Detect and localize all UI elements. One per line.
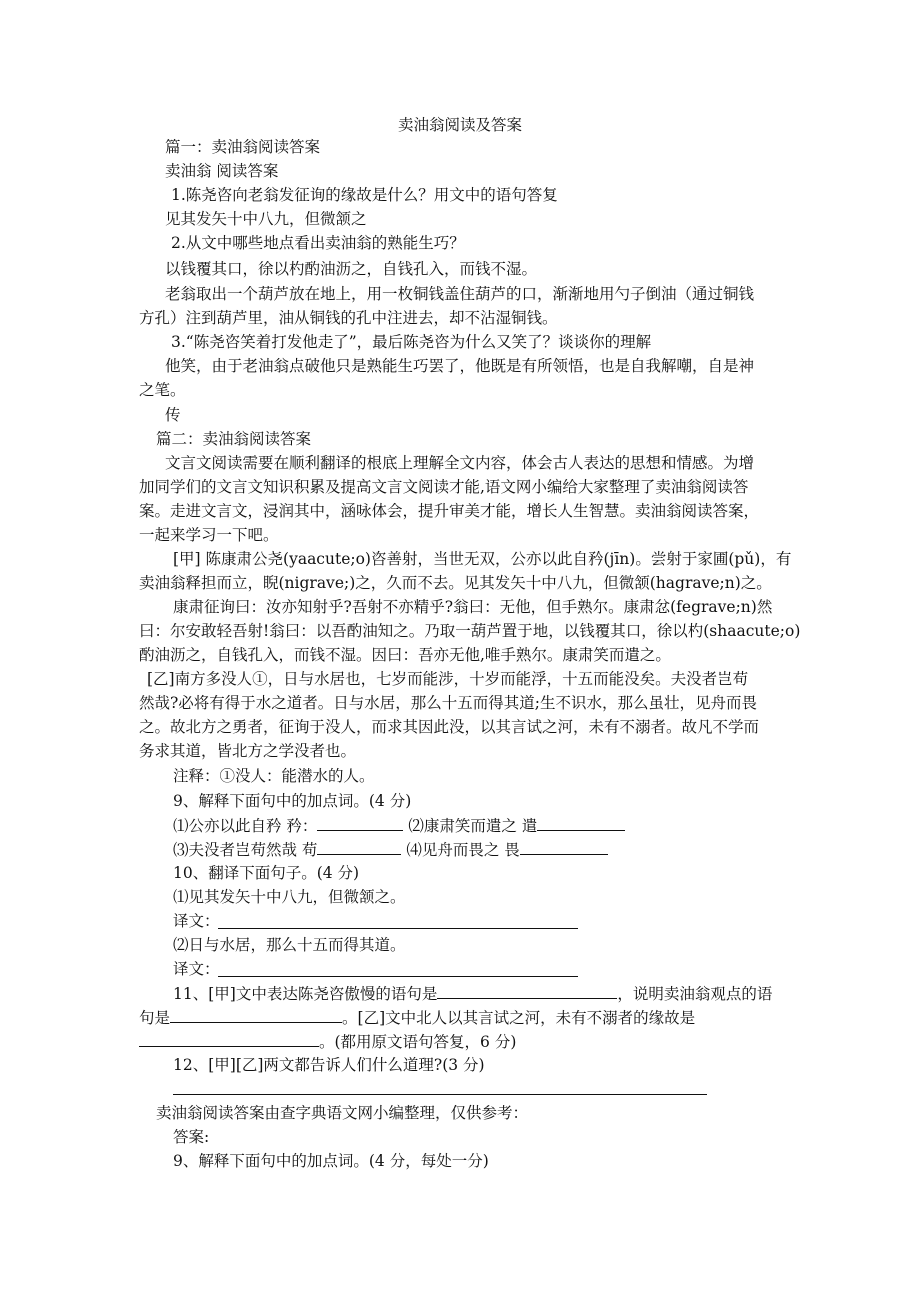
- answer-blank[interactable]: [139, 1030, 319, 1047]
- fill-in-prompt: ⑷见舟而畏之 畏: [406, 841, 520, 859]
- answer-line[interactable]: [218, 976, 578, 977]
- paragraph: 案。走进文言文，浸润其中，涵咏体会，提升审美才能，增长人生智慧。卖油翁阅读答案，: [139, 502, 760, 520]
- question: 12、[甲][乙]两文都告诉人们什么道理?(3 分): [173, 1056, 485, 1074]
- fill-in-prompt: ⑶夫没者岂苟然哉 苟: [173, 841, 318, 859]
- question: 9、解释下面句中的加点词。(4 分): [173, 792, 412, 810]
- answer-blank[interactable]: [520, 838, 608, 855]
- paragraph: 文言文阅读需要在顺利翻译的根底上理解全文内容，体会古人表达的思想和情感。为增: [165, 454, 755, 472]
- paragraph: 卖油翁阅读答案由查字典语文网小编整理，仅供参考：: [156, 1104, 529, 1122]
- translation-label: 译文：: [173, 960, 220, 978]
- question-text: 。(都用原文语句答复，6 分): [319, 1033, 517, 1051]
- question: 1.陈尧咨向老翁发征询的缘故是什么？用文中的语句答复: [171, 186, 558, 204]
- question: [139, 1006, 695, 1029]
- section-heading: 篇一：卖油翁阅读答案: [165, 138, 321, 156]
- paragraph: 方孔）注到葫芦里，油从铜钱的孔中注进去，却不沾湿铜钱。: [139, 309, 558, 327]
- question: [173, 982, 772, 1005]
- paragraph: [甲] 陈康肃公尧(yaacute;o)咨善射，当世无双，公亦以此自矜(jīn)。尝射于家圃(pǔ)，有: [173, 550, 792, 568]
- paragraph: 老翁取出一个葫芦放在地上，用一枚铜钱盖住葫芦的口，渐渐地用勺子倒油（通过铜钱: [165, 285, 755, 303]
- paragraph: 康肃征询曰：汝亦知射乎?吾射不亦精乎?翁曰：无他，但手熟尔。康肃忿(fegrave;n)然: [173, 598, 773, 616]
- doc-title: 卖油翁阅读及答案: [397, 116, 522, 134]
- sentence: ⑵日与水居，那么十五而得其道。: [173, 936, 406, 954]
- answer: 以钱覆其口，徐以杓酌油沥之，自钱孔入，而钱不湿。: [165, 260, 538, 278]
- question-text: ，说明卖油翁观点的语: [617, 985, 773, 1003]
- paragraph: 然哉?必将有得于水之道者。日与水居，那么十五而得其道;生不识水，那么虽壮，见舟而畏: [139, 694, 758, 712]
- section-heading: 篇二：卖油翁阅读答案: [156, 430, 312, 448]
- translation-label: 译文：: [173, 912, 220, 930]
- paragraph: 曰：尔安敢轻吾射!翁曰：以吾酌油知之。乃取一葫芦置于地，以钱覆其口，徐以杓(shaacute;o): [139, 622, 801, 640]
- answer-line[interactable]: [173, 1094, 707, 1095]
- paragraph: 酌油沥之，自钱孔入，而钱不湿。因曰：吾亦无他,唯手熟尔。康肃笑而遣之。: [139, 646, 671, 664]
- answer: 见其发矢十中八九，但微颔之: [165, 210, 367, 228]
- question: 10、翻译下面句子。(4 分): [173, 864, 360, 882]
- paragraph: 卖油翁释担而立，睨(nigrave;)之，久而不去。见其发矢十中八九，但微颔(hagrave;n)之。: [139, 574, 772, 592]
- note: 注释：①没人：能潜水的人。: [173, 767, 375, 785]
- paragraph: 之。故北方之勇者，征询于没人，而求其因此没，以其言试之河，未有不溺者。故凡不学而: [139, 718, 760, 736]
- paragraph: [乙]南方多没人①，日与水居也，七岁而能涉，十岁而能浮，十五而能没矣。夫没者岂苟: [147, 670, 749, 688]
- paragraph: 传: [165, 406, 181, 424]
- answer-line[interactable]: [218, 928, 578, 929]
- fill-in-row: [173, 814, 625, 837]
- fill-in-prompt: ⑴公亦以此自矜 矜：: [173, 817, 318, 835]
- sentence: ⑴见其发矢十中八九，但微颔之。: [173, 888, 406, 906]
- question: 3.“陈尧咨笑着打发他走了”，最后陈尧咨为什么又笑了？谈谈你的理解: [171, 333, 652, 351]
- fill-in-row: [173, 838, 608, 861]
- paragraph: 他笑，由于老油翁点破他只是熟能生巧罢了，他既是有所领悟，也是自我解嘲，自是神: [165, 357, 755, 375]
- paragraph: 答案:: [173, 1128, 210, 1146]
- question-text: 句是: [139, 1009, 171, 1027]
- paragraph: 一起来学习一下吧。: [139, 526, 279, 544]
- question: 9、解释下面句中的加点词。(4 分，每处一分): [173, 1152, 489, 1170]
- paragraph: 之笔。: [139, 381, 186, 399]
- paragraph: 加同学们的文言文知识积累及提高文言文阅读才能,语文网小编给大家整理了卖油翁阅读答: [139, 478, 749, 496]
- answer-blank[interactable]: [317, 838, 401, 855]
- question: [139, 1030, 516, 1053]
- fill-in-prompt: ⑵康肃笑而遣之 遣: [408, 817, 538, 835]
- question-text: 。[乙]文中北人以其言试之河，未有不溺者的缘故是: [342, 1009, 696, 1027]
- answer-blank[interactable]: [317, 814, 403, 831]
- paragraph: 务求其道，皆北方之学没者也。: [139, 742, 357, 760]
- question: 2.从文中哪些地点看出卖油翁的熟能生巧？: [171, 234, 465, 252]
- answer-blank[interactable]: [537, 814, 625, 831]
- answer-blank[interactable]: [437, 982, 617, 999]
- paragraph: 卖油翁 阅读答案: [165, 162, 279, 180]
- answer-blank[interactable]: [170, 1006, 342, 1023]
- question-text: 11、[甲]文中表达陈尧咨傲慢的语句是: [173, 985, 438, 1003]
